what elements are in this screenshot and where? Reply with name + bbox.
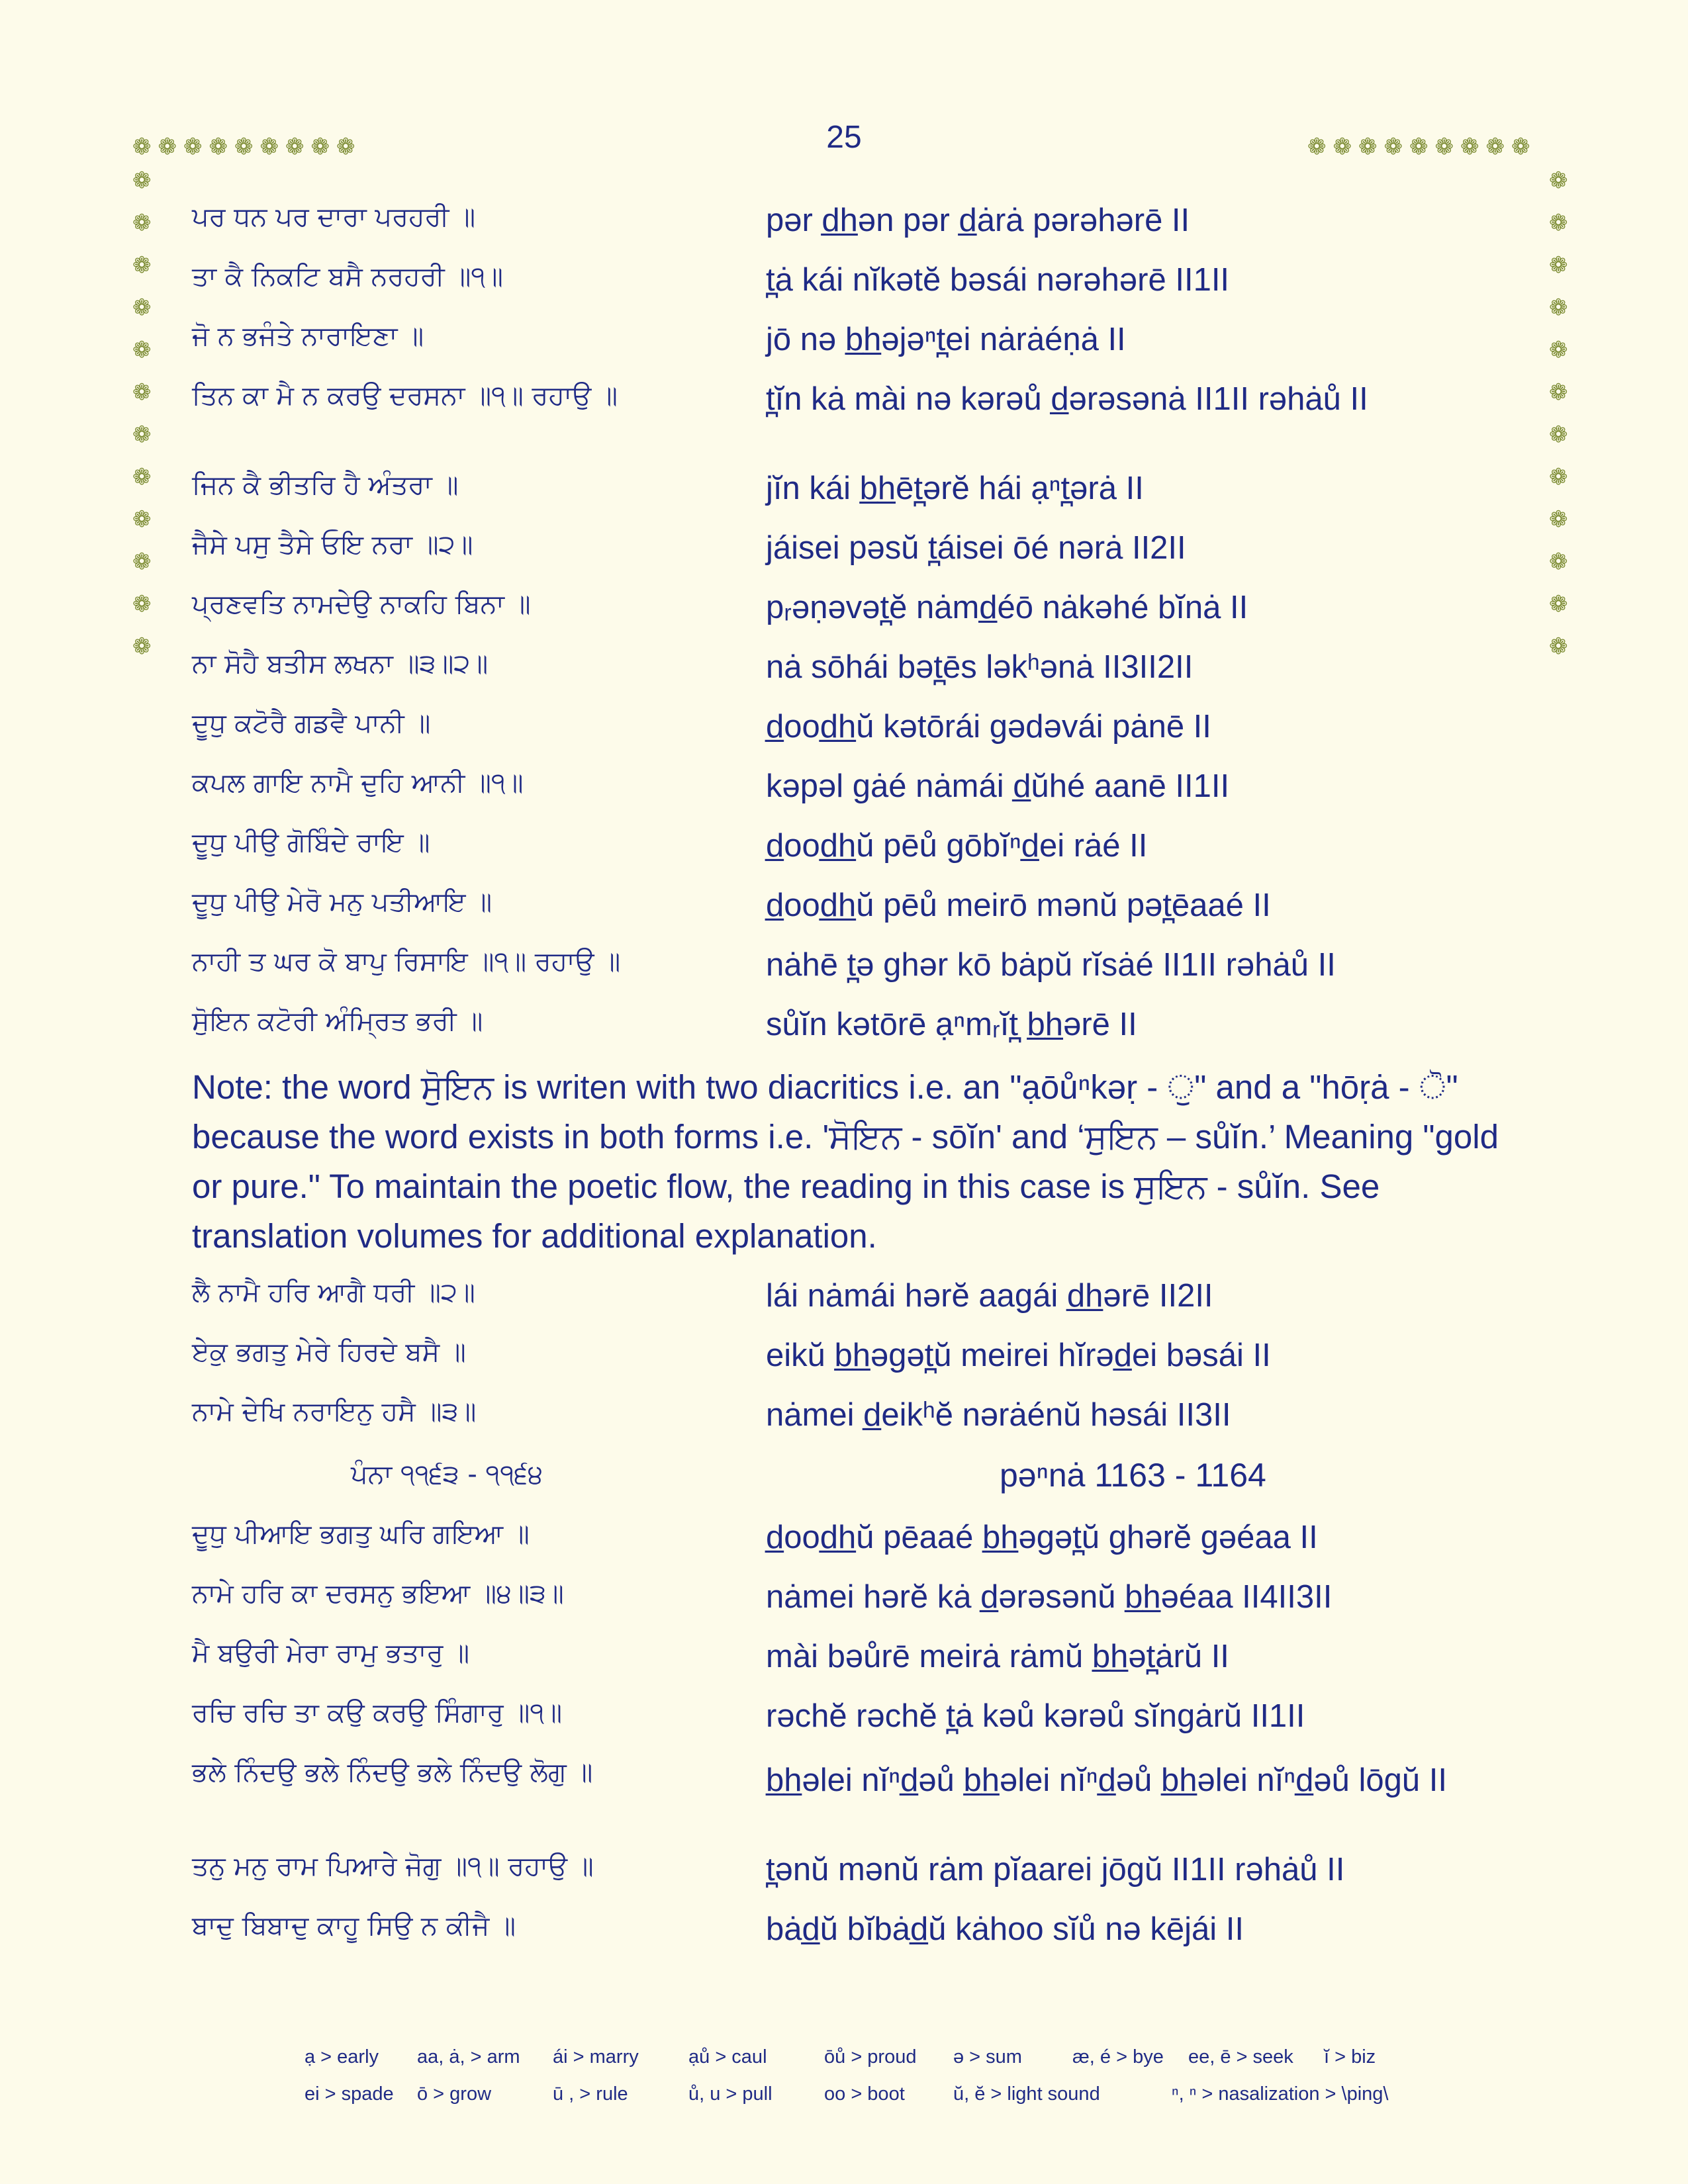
pronunciation-key-item: ee, ē > seek <box>1188 2046 1293 2068</box>
transliteration-text: pər d̲h̲ən pər d̲ȧrȧ pərəhərē II <box>766 203 1190 238</box>
flower-ornament-icon: ❁ <box>132 380 152 405</box>
verse-line <box>0 1851 1688 1907</box>
flower-ornament-icon: ❁ <box>1409 134 1429 159</box>
gurmukhi-text: ਨਾਮੇ ਹਰਿ ਕਾ ਦਰਸਨੁ ਭਇਆ ॥੪॥੩॥ <box>192 1578 564 1609</box>
gurmukhi-text: ਰਚਿ ਰਚਿ ਤਾ ਕਉ ਕਰਉ ਸਿੰਗਾਰੁ ॥੧॥ <box>192 1698 563 1728</box>
transliteration-text: b̲h̲əlei nĭⁿd̲əů b̲h̲əlei nĭⁿd̲əů b̲h̲əlei nĭⁿd̲əů lōgŭ II <box>766 1762 1447 1798</box>
flower-ornament-icon: ❁ <box>1549 210 1568 236</box>
transliteration-text: eikŭ b̲h̲əgət̪ŭ meirei hĭrəd̲ei bəsái II <box>766 1338 1271 1373</box>
flower-ornament-icon: ❁ <box>1358 134 1378 159</box>
verse-line <box>0 1911 1688 1966</box>
flower-ornament-icon: ❁ <box>132 422 152 447</box>
transliteration-text: rəchĕ rəchĕ t̪ȧ kəů kərəů sĭngȧrŭ II1II <box>766 1698 1305 1734</box>
gurmukhi-text: ਤਨੁ ਮਨੁ ਰਾਮ ਪਿਆਰੇ ਜੋਗੁ ॥੧॥ ਰਹਾਉ ॥ <box>192 1851 594 1882</box>
transliteration-text: jáisei pəsŭ t̪áisei ōé nərȧ II2II <box>766 530 1186 566</box>
verse-line <box>0 261 1688 320</box>
ornament-top-left <box>132 136 355 158</box>
flower-ornament-icon: ❁ <box>310 134 330 159</box>
pronunciation-key-item: ū , > rule <box>553 2083 628 2105</box>
verse-line <box>0 1698 1688 1753</box>
ornament-top-right <box>1307 136 1530 158</box>
verse-line <box>0 768 1688 823</box>
pronunciation-key-item: ái > marry <box>553 2046 639 2068</box>
gurmukhi-text: ਮੈ ਬਉਰੀ ਮੇਰਾ ਰਾਮੁ ਭਤਾਰੁ ॥ <box>192 1638 470 1668</box>
flower-ornament-icon: ❁ <box>132 295 152 320</box>
verse-line <box>0 649 1688 704</box>
verse-line <box>0 887 1688 942</box>
gurmukhi-text: ਸੁੋਇਨ ਕਟੋਰੀ ਅੰਮ੍ਰਿਤ ਭਰੀ ॥ <box>192 1006 483 1036</box>
transliteration-text: d̲ood̲h̲ŭ pēů meirō mənŭ pət̪ēaaé II <box>766 887 1271 923</box>
verse-line <box>0 470 1688 525</box>
gurmukhi-text: ਜੋ ਨ ਭਜੰਤੇ ਨਾਰਾਇਣਾ ॥ <box>192 321 424 351</box>
gurmukhi-text: ਜਿਨ ਕੈ ਭੀਤਰਿ ਹੈ ਅੰਤਰਾ ॥ <box>192 470 459 500</box>
flower-ornament-icon: ❁ <box>132 134 152 159</box>
pronunciation-key-item: ə > sum <box>953 2046 1022 2068</box>
flower-ornament-icon: ❁ <box>132 507 152 532</box>
transliteration-text: bȧd̲ŭ bĭbȧd̲ŭ kȧhoo sĭů nə kējái II <box>766 1911 1244 1947</box>
flower-ornament-icon: ❁ <box>1549 168 1568 193</box>
transliteration-text: d̲ood̲h̲ŭ pēů gōbĭⁿd̲ei rȧé II <box>766 828 1148 864</box>
flower-ornament-icon: ❁ <box>158 134 177 159</box>
pronunciation-key-row <box>305 2038 1496 2075</box>
transliteration-text: lái nȧmái hərĕ aagái d̲h̲ərē II2II <box>766 1278 1213 1314</box>
verse-line <box>0 381 1688 436</box>
gurmukhi-text: ਨਾਹੀ ਤ ਘਰ ਕੋ ਬਾਪੁ ਰਿਸਾਇ ॥੧॥ ਰਹਾਉ ॥ <box>192 946 621 977</box>
verse-line <box>0 1638 1688 1694</box>
verse-line <box>0 1519 1688 1574</box>
pronunciation-key-item: ō > grow <box>417 2083 492 2105</box>
flower-ornament-icon: ❁ <box>132 592 152 617</box>
gurmukhi-text: ਏਕੁ ਭਗਤੁ ਮੇਰੇ ਹਿਰਦੇ ਬਸੈ ॥ <box>192 1337 466 1367</box>
pronunciation-key-item: ạů > caul <box>688 2046 767 2068</box>
verse-line <box>0 589 1688 645</box>
flower-ornament-icon: ❁ <box>1549 338 1568 363</box>
gurmukhi-text: ਨਾਮੇ ਦੇਖਿ ਨਰਾਇਨੁ ਹਸੈ ॥੩॥ <box>192 1396 477 1427</box>
flower-ornament-icon: ❁ <box>1485 134 1505 159</box>
flower-ornament-icon: ❁ <box>1434 134 1454 159</box>
gurmukhi-text: ਲੈ ਨਾਮੈ ਹਰਿ ਆਗੈ ਧਰੀ ॥੨॥ <box>192 1277 475 1308</box>
gurmukhi-text: ਭਲੇ ਨਿੰਦਉ ਭਲੇ ਨਿੰਦਉ ਭਲੇ ਨਿੰਦਉ ਲੋਗੁ ॥ <box>192 1757 593 1788</box>
verse-line <box>0 1277 1688 1333</box>
gurmukhi-text: ਦੂਧੁ ਪੀਉ ਮੇਰੋ ਮਨੁ ਪਤੀਆਇ ॥ <box>192 887 492 917</box>
pronunciation-key-item: ⁿ, ⁿ > nasalization > \ping\ <box>1172 2083 1389 2105</box>
transliteration-text: nȧ sōhái bət̪ēs ləkʰənȧ II3II2II <box>766 649 1194 685</box>
verse-line <box>0 202 1688 257</box>
verse-line <box>0 1757 1688 1813</box>
flower-ornament-icon: ❁ <box>1383 134 1403 159</box>
flower-ornament-icon: ❁ <box>132 549 152 574</box>
flower-ornament-icon: ❁ <box>1549 380 1568 405</box>
pronunciation-key-item: ōů > proud <box>824 2046 917 2068</box>
transliteration-text: d̲ood̲h̲ŭ kətōrái gədəvái pȧnē II <box>766 709 1211 745</box>
flower-ornament-icon: ❁ <box>1460 134 1479 159</box>
flower-ornament-icon: ❁ <box>1549 549 1568 574</box>
gurmukhi-text: ਪ੍ਰਣਵਤਿ ਨਾਮਦੇਉ ਨਾਕਹਿ ਬਿਨਾ ॥ <box>192 589 531 619</box>
verse-line <box>0 1396 1688 1452</box>
flower-ornament-icon: ❁ <box>259 134 279 159</box>
gurmukhi-text: ਦੂਧੁ ਪੀਆਇ ਭਗਤੁ ਘਰਿ ਗਇਆ ॥ <box>192 1519 530 1549</box>
gurmukhi-text: ਦੂਧੁ ਪੀਉ ਗੋਬਿੰਦੇ ਰਾਇ ॥ <box>192 827 430 858</box>
verse-line <box>0 1337 1688 1392</box>
transliteration-text: t̪ȧ kái nĭkətĕ bəsái nərəhərē II1II <box>766 262 1230 298</box>
pronunciation-key-item: aa, ȧ, > arm <box>417 2046 520 2068</box>
transliteration-text: nȧhē t̪ə ghər kō bȧpŭ rĭsȧé II1II rəhȧů II <box>766 947 1336 983</box>
gurmukhi-text: ਪਰ ਧਨ ਪਰ ਦਾਰਾ ਪਰਹਰੀ ॥ <box>192 202 476 232</box>
flower-ornament-icon: ❁ <box>132 634 152 659</box>
verse-line <box>0 321 1688 377</box>
transliteration-text: t̪ənŭ mənŭ rȧm pĭaarei jōgŭ II1II rəhȧů II <box>766 1852 1345 1888</box>
transliteration-text: d̲ood̲h̲ŭ pēaaé b̲h̲əgət̪ŭ ghərĕ gəéaa II <box>766 1520 1318 1555</box>
flower-ornament-icon: ❁ <box>1549 507 1568 532</box>
gurmukhi-text: ਦੂਧੁ ਕਟੋਰੈ ਗਡਵੈ ਪਾਨੀ ॥ <box>192 708 431 739</box>
flower-ornament-icon: ❁ <box>132 465 152 490</box>
flower-ornament-icon: ❁ <box>1549 295 1568 320</box>
flower-ornament-icon: ❁ <box>183 134 203 159</box>
flower-ornament-icon: ❁ <box>132 253 152 278</box>
transliteration-text: pᵣəṇəvət̪ĕ nȧmd̲éō nȧkəhé bĭnȧ II <box>766 590 1248 625</box>
flower-ornament-icon: ❁ <box>1549 634 1568 659</box>
page-number: 25 <box>826 120 862 155</box>
flower-ornament-icon: ❁ <box>1549 465 1568 490</box>
pronunciation-key-item: ŭ, ĕ > light sound <box>953 2083 1100 2105</box>
transliteration-text: nȧmei hərĕ kȧ d̲ərəsənŭ b̲h̲əéaa II4II3II <box>766 1579 1333 1615</box>
gurmukhi-text: ਤਾ ਕੈ ਨਿਕਟਿ ਬਸੈ ਨਰਹਰੀ ॥੧॥ <box>192 261 504 292</box>
flower-ornament-icon: ❁ <box>1549 253 1568 278</box>
note-paragraph: Note: the word ਸੁੋਇਨ is writen with two diacritics i.e. an "ạōůⁿkəṛ - ੁ" and a "hōṛȧ - ੋ" because the word exists in both forms i.e. 'ਸੋਇਨ - sōĭn' and ‘ਸੁਇਨ – sůĭn.’ Meaning "gold or pure." To maintain the poetic flow, the reading in this case is ਸੁਇਨ - sůĭn. See translation volumes for additional explanation. <box>192 1068 1499 1255</box>
pronunciation-key-item: ạ > early <box>305 2046 379 2068</box>
section-heading-gurmukhi: ਪੰਨਾ ੧੧੬੩ - ੧੧੬੪ <box>351 1459 543 1490</box>
pronunciation-key-item: æ, é > bye <box>1072 2046 1164 2068</box>
section-heading-translit: pəⁿnȧ 1163 - 1164 <box>1000 1457 1266 1494</box>
gurmukhi-text: ਜੈਸੇ ਪਸੁ ਤੈਸੇ ਓਇ ਨਰਾ ॥੨॥ <box>192 529 473 560</box>
flower-ornament-icon: ❁ <box>132 168 152 193</box>
verse-line <box>0 708 1688 764</box>
verse-line <box>0 946 1688 1002</box>
flower-ornament-icon: ❁ <box>209 134 228 159</box>
gurmukhi-text: ਕਪਲ ਗਾਇ ਨਾਮੈ ਦੁਹਿ ਆਨੀ ॥੧॥ <box>192 768 524 798</box>
gurmukhi-text: ਬਾਦੁ ਬਿਬਾਦੁ ਕਾਹੂ ਸਿਉ ਨ ਕੀਜੈ ॥ <box>192 1911 516 1941</box>
pronunciation-key-item: ĭ > biz <box>1324 2046 1376 2068</box>
pronunciation-key <box>305 2038 1496 2113</box>
pronunciation-key-item: ů, u > pull <box>688 2083 773 2105</box>
gurmukhi-text: ਨਾ ਸੋਹੈ ਬਤੀਸ ਲਖਨਾ ॥੩॥੨॥ <box>192 649 489 679</box>
verse-line <box>0 1578 1688 1634</box>
pronunciation-key-row <box>305 2075 1496 2113</box>
transliteration-text: t̪ĭn kȧ mài nə kərəů d̲ərəsənȧ II1II rəhȧů II <box>766 381 1368 417</box>
flower-ornament-icon: ❁ <box>234 134 254 159</box>
pronunciation-key-item: ei > spade <box>305 2083 394 2105</box>
verse-line <box>0 1006 1688 1062</box>
flower-ornament-icon: ❁ <box>1333 134 1352 159</box>
gurmukhi-text: ਤਿਨ ਕਾ ਮੈ ਨ ਕਰਉ ਦਰਸਨਾ ॥੧॥ ਰਹਾਉ ॥ <box>192 381 618 411</box>
transliteration-text: nȧmei d̲eikʰĕ nərȧénŭ həsái II3II <box>766 1397 1231 1433</box>
flower-ornament-icon: ❁ <box>1549 422 1568 447</box>
transliteration-text: mài bəůrē meirȧ rȧmŭ b̲h̲ət̪ȧrŭ II <box>766 1639 1229 1674</box>
pronunciation-key-item: oo > boot <box>824 2083 905 2105</box>
flower-ornament-icon: ❁ <box>1307 134 1327 159</box>
transliteration-text: kəpəl gȧé nȧmái d̲ŭhé aanē II1II <box>766 768 1230 804</box>
transliteration-text: jō nə b̲h̲əjəⁿt̪ei nȧrȧéṇȧ II <box>766 322 1126 357</box>
flower-ornament-icon: ❁ <box>336 134 355 159</box>
flower-ornament-icon: ❁ <box>132 338 152 363</box>
flower-ornament-icon: ❁ <box>1511 134 1530 159</box>
verse-line <box>0 529 1688 585</box>
transliteration-text: jĭn kái b̲h̲ēt̪ərĕ hái ạⁿt̪ərȧ II <box>766 471 1144 506</box>
verse-line <box>0 827 1688 883</box>
flower-ornament-icon: ❁ <box>285 134 305 159</box>
flower-ornament-icon: ❁ <box>1549 592 1568 617</box>
flower-ornament-icon: ❁ <box>132 210 152 236</box>
transliteration-text: sůĭn kətōrē ạⁿmᵣĭt̪ b̲h̲ərē II <box>766 1007 1137 1042</box>
